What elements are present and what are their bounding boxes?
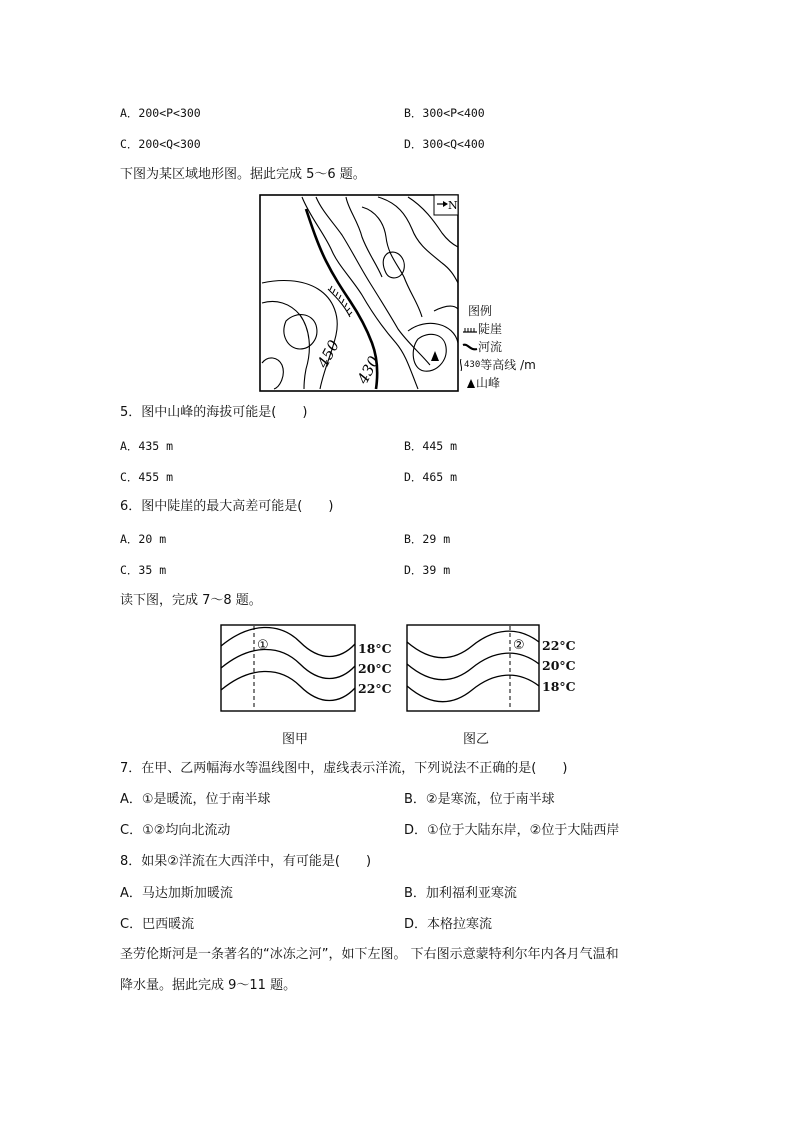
q4-option-d: D．300<Q<400: [404, 137, 485, 151]
q7-option-a: A．①是暖流，位于南半球: [120, 792, 271, 807]
q8-option-b: B．加利福利亚寒流: [404, 886, 517, 901]
jia-temp-1: 18°C: [358, 641, 392, 656]
q5-option-d: D．465 m: [404, 470, 458, 484]
q5-option-a: A．435 m: [120, 439, 174, 453]
intro-9-11-line1: 圣劳伦斯河是一条著名的“冰冻之河”，如下左图。 下右图示意蒙特利尔年内各月气温和: [120, 947, 619, 962]
yi-temp-1: 22°C: [542, 638, 576, 653]
q6-option-c: C．35 m: [120, 563, 167, 577]
current-marker-1: ①: [257, 638, 269, 653]
topographic-map: [258, 193, 462, 393]
q8-option-c: C．巴西暖流: [120, 917, 195, 932]
q4-option-b: B．300<P<400: [404, 106, 485, 120]
intro-7-8: 读下图，完成 7～8 题。: [120, 593, 262, 608]
q7-option-b: B．②是寒流，位于南半球: [404, 792, 555, 807]
contour-label-450: 450: [313, 337, 343, 371]
yi-temp-2: 20°C: [542, 658, 576, 673]
q8-option-d: D．本格拉寒流: [404, 917, 493, 932]
q6-option-b: B．29 m: [404, 532, 451, 546]
legend-river-row: [462, 338, 502, 355]
q7-option-c: C．①②均向北流动: [120, 823, 231, 838]
yi-temp-3: 18°C: [542, 679, 576, 694]
q6-option-d: D．39 m: [404, 563, 451, 577]
isotherm-figure-jia: [220, 624, 356, 712]
q6-option-a: A．20 m: [120, 532, 167, 546]
current-marker-2: ②: [513, 638, 525, 653]
peak-legend-icon: [466, 377, 476, 389]
legend-cliff-row: [462, 320, 502, 337]
legend-cliff-label: 陡崖: [478, 322, 503, 336]
jia-temp-2: 20°C: [358, 661, 392, 676]
river-icon: [462, 341, 478, 353]
q5-option-b: B．445 m: [404, 439, 458, 453]
q5-stem: 5．图中山峰的海拔可能是( ): [120, 405, 308, 420]
intro-9-11-line2: 降水量。据此完成 9～11 题。: [120, 978, 297, 993]
q7-option-d: D．①位于大陆东岸，②位于大陆西岸: [404, 823, 620, 838]
legend-contour-label: 等高线 /m: [480, 358, 536, 372]
q4-option-c: C．200<Q<300: [120, 137, 201, 151]
cliff-icon: [462, 323, 478, 335]
legend-title: 图例: [468, 304, 493, 318]
isotherm-figure-yi: [406, 624, 540, 712]
caption-yi: 图乙: [463, 732, 490, 747]
intro-5-6: 下图为某区域地形图。据此完成 5～6 题。: [120, 167, 366, 182]
q4-option-a: A．200<P<300: [120, 106, 201, 120]
legend-contour-value: 430: [464, 359, 481, 370]
q7-stem: 7．在甲、乙两幅海水等温线图中，虚线表示洋流，下列说法不正确的是( ): [120, 761, 568, 776]
q8-option-a: A．马达加斯加暖流: [120, 886, 233, 901]
jia-temp-3: 22°C: [358, 681, 392, 696]
q8-stem: 8．如果②洋流在大西洋中，有可能是( ): [120, 854, 372, 869]
q5-option-c: C．455 m: [120, 470, 174, 484]
legend-contour-row: [458, 356, 536, 373]
q6-stem: 6．图中陡崖的最大高差可能是( ): [120, 499, 334, 514]
legend-peak-row: [466, 374, 500, 391]
contour-label-430: 430: [353, 353, 383, 387]
caption-jia: 图甲: [282, 732, 309, 747]
legend-peak-label: 山峰: [476, 376, 501, 390]
legend-river-label: 河流: [478, 340, 503, 354]
north-label: N: [448, 199, 458, 212]
